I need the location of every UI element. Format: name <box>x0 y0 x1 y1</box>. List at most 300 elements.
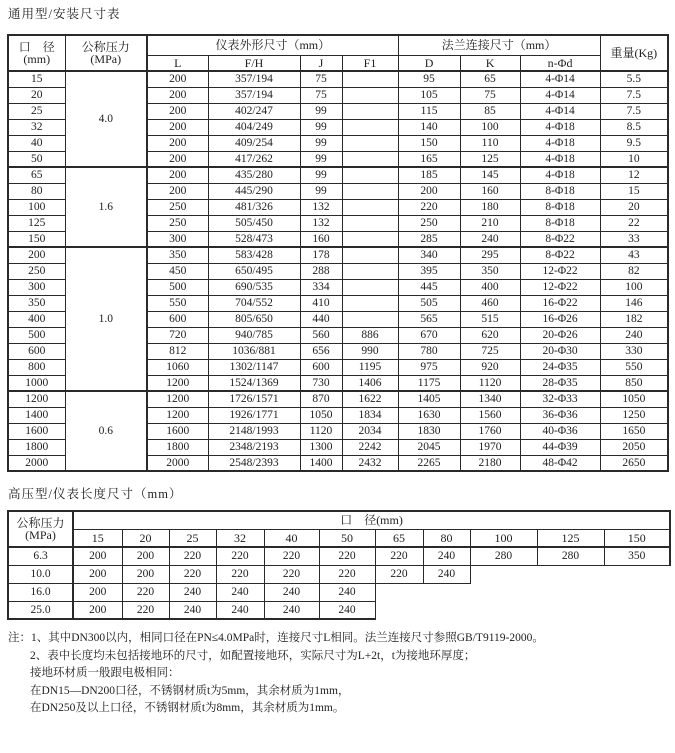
table-cell: 125 <box>460 151 520 167</box>
table-cell: 20-Φ26 <box>520 327 600 343</box>
table-cell: 1524/1369 <box>208 375 300 391</box>
table-cell: 481/326 <box>208 199 300 215</box>
table-cell: 8-Φ22 <box>520 247 600 263</box>
table-cell <box>342 279 398 295</box>
table-cell: 240 <box>264 583 319 601</box>
table-cell: 220 <box>375 565 423 583</box>
table-cell: 1760 <box>460 423 520 439</box>
table-cell: 990 <box>342 343 398 359</box>
table-cell: 583/428 <box>208 247 300 263</box>
table-cell: 4-Φ18 <box>520 135 600 151</box>
table-cell: 1175 <box>398 375 460 391</box>
table-cell: 8-Φ18 <box>520 215 600 231</box>
dn-cell: 150 <box>8 231 65 247</box>
table-cell: 240 <box>423 565 470 583</box>
table-row <box>8 565 670 583</box>
table-cell: 1300 <box>300 439 342 455</box>
table-cell: 1400 <box>300 455 342 471</box>
table-cell: 240 <box>423 547 470 565</box>
table-cell: 9.5 <box>600 135 668 151</box>
pressure-label: 公称压力 <box>81 40 130 54</box>
table-cell: 250 <box>147 199 208 215</box>
table-cell: 99 <box>300 167 342 183</box>
table-cell: 600 <box>300 359 342 375</box>
table-cell: 220 <box>375 547 423 565</box>
dn-cell: 20 <box>8 87 65 103</box>
table-cell: 2650 <box>600 455 668 471</box>
table-cell: 200 <box>147 103 208 119</box>
table-cell: 220 <box>319 547 375 565</box>
table-cell: 300 <box>147 231 208 247</box>
table-cell: 8-Φ18 <box>520 183 600 199</box>
table-cell: 515 <box>460 311 520 327</box>
table-cell: 36-Φ36 <box>520 407 600 423</box>
dn-cell: 1800 <box>8 439 65 455</box>
table-cell: 220 <box>216 547 264 565</box>
note-line: 在DN250及以上口径，不锈钢材质t为8mm，其余材质为1mm。 <box>30 702 345 714</box>
dn-cell: 200 <box>8 247 65 263</box>
table-cell: 99 <box>300 103 342 119</box>
table-cell: 240 <box>216 583 264 601</box>
table-cell: 1200 <box>147 375 208 391</box>
table-cell: 10 <box>600 151 668 167</box>
table-cell: 280 <box>537 547 604 565</box>
table-cell: 75 <box>460 87 520 103</box>
table-row <box>8 71 668 87</box>
table-cell: 24-Φ35 <box>520 359 600 375</box>
table-cell: 500 <box>147 279 208 295</box>
col-header-dn: 80 <box>423 529 470 547</box>
table-cell: 240 <box>216 601 264 619</box>
table-cell: 99 <box>300 135 342 151</box>
table-cell: 1926/1771 <box>208 407 300 423</box>
dn-cell: 500 <box>8 327 65 343</box>
table-cell: 1600 <box>147 423 208 439</box>
diameter-sizes-row <box>8 529 670 547</box>
diameter-label: 口 径 <box>18 40 55 54</box>
table-cell: 2265 <box>398 455 460 471</box>
pressure-group-cell: 0.6 <box>65 391 147 471</box>
table-cell: 2348/2193 <box>208 439 300 455</box>
table-cell: 250 <box>147 215 208 231</box>
table-row <box>8 601 670 619</box>
table-cell: 12 <box>600 167 668 183</box>
table-cell: 220 <box>264 547 319 565</box>
empty-region <box>470 565 670 583</box>
note-line: 2、表中长度均未包括接地环的尺寸，如配置接地环，实际尺寸为L+2t，t为接地环厚度； <box>30 649 476 662</box>
header-row-1 <box>8 35 668 55</box>
dn-cell: 32 <box>8 119 65 135</box>
table-cell: 1195 <box>342 359 398 375</box>
table-cell: 240 <box>169 583 216 601</box>
table-cell: 20-Φ30 <box>520 343 600 359</box>
table-cell: 200 <box>147 71 208 87</box>
table-cell: 357/194 <box>208 71 300 87</box>
table-cell: 400 <box>460 279 520 295</box>
table-cell: 12-Φ22 <box>520 263 600 279</box>
table-cell: 4-Φ14 <box>520 103 600 119</box>
col-header-FH: F/H <box>208 55 300 71</box>
note-line: 在DN15—DN200口径，不锈钢材质t为5mm，其余材质为1mm， <box>30 684 350 697</box>
table-cell: 105 <box>398 87 460 103</box>
dn-cell: 1400 <box>8 407 65 423</box>
col-header-K: K <box>460 55 520 71</box>
table-cell: 220 <box>122 601 169 619</box>
pressure-label-cell: 25.0 <box>8 601 73 619</box>
table-cell: 200 <box>147 87 208 103</box>
table-cell: 75 <box>300 71 342 87</box>
table-cell <box>342 183 398 199</box>
dn-cell: 125 <box>8 215 65 231</box>
table-cell: 43 <box>600 247 668 263</box>
table-cell: 450 <box>147 263 208 279</box>
table-cell: 20 <box>600 199 668 215</box>
table-cell: 975 <box>398 359 460 375</box>
table-cell: 160 <box>460 183 520 199</box>
table-cell: 285 <box>398 231 460 247</box>
table-cell: 357/194 <box>208 87 300 103</box>
table-cell: 48-Φ42 <box>520 455 600 471</box>
table-cell: 200 <box>73 565 122 583</box>
table-cell: 1970 <box>460 439 520 455</box>
table-cell: 146 <box>600 295 668 311</box>
table-cell: 5.5 <box>600 71 668 87</box>
table-row <box>8 583 670 601</box>
table-cell: 200 <box>122 565 169 583</box>
dn-cell: 1200 <box>8 391 65 407</box>
table-cell: 99 <box>300 151 342 167</box>
table-cell: 850 <box>600 375 668 391</box>
table-cell: 240 <box>600 327 668 343</box>
table-cell: 240 <box>319 601 375 619</box>
dn-cell: 100 <box>8 199 65 215</box>
table-cell: 2148/1993 <box>208 423 300 439</box>
table-cell: 4-Φ18 <box>520 151 600 167</box>
table-cell: 12-Φ22 <box>520 279 600 295</box>
general-table-title: 通用型/安装尺寸表 <box>8 7 121 21</box>
table-row <box>8 167 668 183</box>
table-row <box>8 247 668 263</box>
table-cell: 200 <box>398 183 460 199</box>
table-cell: 220 <box>264 565 319 583</box>
table-cell: 1050 <box>600 391 668 407</box>
table-cell: 40-Φ36 <box>520 423 600 439</box>
table-cell: 22 <box>600 215 668 231</box>
table-cell: 1200 <box>147 407 208 423</box>
table-cell <box>342 167 398 183</box>
table-cell: 4-Φ14 <box>520 87 600 103</box>
table-cell: 1200 <box>147 391 208 407</box>
dn-cell: 600 <box>8 343 65 359</box>
pressure-group-cell: 1.0 <box>65 247 147 391</box>
table-cell <box>342 199 398 215</box>
table-cell: 200 <box>147 183 208 199</box>
table-cell: 1406 <box>342 375 398 391</box>
table-cell: 16-Φ26 <box>520 311 600 327</box>
table-cell: 100 <box>460 119 520 135</box>
table-cell: 288 <box>300 263 342 279</box>
table-cell: 409/254 <box>208 135 300 151</box>
table-cell: 550 <box>600 359 668 375</box>
dn-cell: 1600 <box>8 423 65 439</box>
table-cell <box>342 263 398 279</box>
table-cell <box>342 119 398 135</box>
dn-cell: 2000 <box>8 455 65 471</box>
table-cell: 560 <box>300 327 342 343</box>
table-cell: 95 <box>398 71 460 87</box>
diameter-unit: (mm) <box>23 52 51 66</box>
highpressure-table-title: 高压型/仪表长度尺寸（mm） <box>8 487 183 501</box>
table-cell: 32-Φ33 <box>520 391 600 407</box>
table-cell: 1622 <box>342 391 398 407</box>
dn-cell: 40 <box>8 135 65 151</box>
table-cell: 99 <box>300 119 342 135</box>
table-cell: 1800 <box>147 439 208 455</box>
table-cell: 200 <box>73 583 122 601</box>
table-cell <box>342 311 398 327</box>
table-cell: 115 <box>398 103 460 119</box>
table-cell: 395 <box>398 263 460 279</box>
note-line: 接地环材质一般跟电极相同： <box>30 667 180 679</box>
table-cell: 402/247 <box>208 103 300 119</box>
table-cell: 528/473 <box>208 231 300 247</box>
table-cell: 85 <box>460 103 520 119</box>
dn-cell: 800 <box>8 359 65 375</box>
col-header-diameter <box>8 35 65 71</box>
table-cell: 16-Φ22 <box>520 295 600 311</box>
table-cell: 75 <box>300 87 342 103</box>
table-cell: 2034 <box>342 423 398 439</box>
table-cell: 1302/1147 <box>208 359 300 375</box>
table-cell: 4-Φ18 <box>520 119 600 135</box>
table-cell: 1036/881 <box>208 343 300 359</box>
table-cell: 220 <box>122 583 169 601</box>
table-cell: 780 <box>398 343 460 359</box>
table-cell: 2432 <box>342 455 398 471</box>
dn-cell: 65 <box>8 167 65 183</box>
table-cell: 620 <box>460 327 520 343</box>
col-header-dn: 65 <box>375 529 423 547</box>
dn-cell: 350 <box>8 295 65 311</box>
table-cell: 8-Φ22 <box>520 231 600 247</box>
table-cell: 200 <box>147 119 208 135</box>
table-cell: 200 <box>147 135 208 151</box>
table-cell: 185 <box>398 167 460 183</box>
table-cell: 44-Φ39 <box>520 439 600 455</box>
table-cell: 200 <box>122 547 169 565</box>
col-header-dn: 100 <box>470 529 537 547</box>
table-cell: 920 <box>460 359 520 375</box>
col-header-dn: 50 <box>319 529 375 547</box>
table-cell: 340 <box>398 247 460 263</box>
table-cell: 1834 <box>342 407 398 423</box>
table-cell: 132 <box>300 215 342 231</box>
table-cell: 99 <box>300 183 342 199</box>
table-cell: 165 <box>398 151 460 167</box>
table-cell: 690/535 <box>208 279 300 295</box>
col-group-flange-dimensions: 法兰连接尺寸（mm） <box>398 35 600 55</box>
table-cell: 65 <box>460 71 520 87</box>
table-cell: 1250 <box>600 407 668 423</box>
table-cell: 220 <box>319 565 375 583</box>
table-cell: 7.5 <box>600 87 668 103</box>
col-header-weight: 重量(Kg) <box>600 35 668 71</box>
table-cell <box>342 151 398 167</box>
dn-cell: 300 <box>8 279 65 295</box>
table-cell: 1630 <box>398 407 460 423</box>
table-cell: 330 <box>600 343 668 359</box>
table-cell <box>342 215 398 231</box>
table-cell: 15 <box>600 183 668 199</box>
table-cell: 720 <box>147 327 208 343</box>
table-cell: 280 <box>470 547 537 565</box>
table-cell: 1050 <box>300 407 342 423</box>
table-row <box>8 391 668 407</box>
table-cell: 1650 <box>600 423 668 439</box>
table-cell: 2045 <box>398 439 460 455</box>
dn-cell: 400 <box>8 311 65 327</box>
table-cell: 725 <box>460 343 520 359</box>
table-cell <box>342 103 398 119</box>
empty-region <box>375 601 670 619</box>
pressure-label: 公称压力 <box>16 516 65 530</box>
table-cell: 82 <box>600 263 668 279</box>
table-cell: 240 <box>460 231 520 247</box>
table-cell: 805/650 <box>208 311 300 327</box>
table-cell: 200 <box>147 167 208 183</box>
table-cell: 1405 <box>398 391 460 407</box>
table-cell: 110 <box>460 135 520 151</box>
table-cell: 4-Φ18 <box>520 167 600 183</box>
pressure-label-cell: 16.0 <box>8 583 73 601</box>
table-cell: 145 <box>460 167 520 183</box>
table-cell: 1726/1571 <box>208 391 300 407</box>
table-cell: 33 <box>600 231 668 247</box>
table-cell: 350 <box>460 263 520 279</box>
table-cell: 404/249 <box>208 119 300 135</box>
table-cell: 7.5 <box>600 103 668 119</box>
table-cell: 100 <box>600 279 668 295</box>
table-cell: 550 <box>147 295 208 311</box>
note-line: 注：1、其中DN300以内，相同口径在PN≤4.0MPa时，连接尺寸L相同。法兰连接尺寸参照GB/T9119-2000。 <box>8 632 544 644</box>
table-cell: 1340 <box>460 391 520 407</box>
notes-block <box>7 630 668 718</box>
pressure-group-cell: 1.6 <box>65 167 147 247</box>
table-cell: 200 <box>73 601 122 619</box>
col-group-diameter: 口 径(mm) <box>73 511 670 529</box>
col-header-nPhid: n-Φd <box>520 55 600 71</box>
col-header-dn: 40 <box>264 529 319 547</box>
table-cell: 220 <box>169 565 216 583</box>
col-header-D: D <box>398 55 460 71</box>
table-cell: 505 <box>398 295 460 311</box>
table-cell: 140 <box>398 119 460 135</box>
table-cell: 295 <box>460 247 520 263</box>
table-cell: 670 <box>398 327 460 343</box>
table-cell: 704/552 <box>208 295 300 311</box>
table-cell: 220 <box>216 565 264 583</box>
table-cell: 2050 <box>600 439 668 455</box>
table-cell: 8.5 <box>600 119 668 135</box>
table-cell: 445 <box>398 279 460 295</box>
dn-cell: 25 <box>8 103 65 119</box>
table-cell: 1120 <box>300 423 342 439</box>
table-cell: 1830 <box>398 423 460 439</box>
table-cell: 350 <box>604 547 670 565</box>
table-cell: 886 <box>342 327 398 343</box>
highpressure-table-body <box>8 547 670 619</box>
table-cell: 28-Φ35 <box>520 375 600 391</box>
table-cell <box>342 87 398 103</box>
table-cell: 417/262 <box>208 151 300 167</box>
table-cell: 220 <box>398 199 460 215</box>
table-cell: 178 <box>300 247 342 263</box>
table-cell: 2548/2393 <box>208 455 300 471</box>
table-cell <box>342 71 398 87</box>
pressure-group-cell: 4.0 <box>65 71 147 167</box>
table-cell: 240 <box>319 583 375 601</box>
table-cell: 240 <box>169 601 216 619</box>
dn-cell: 50 <box>8 151 65 167</box>
table-cell: 410 <box>300 295 342 311</box>
general-table-body <box>8 71 668 471</box>
table-cell: 2180 <box>460 455 520 471</box>
table-cell <box>342 231 398 247</box>
table-cell: 445/290 <box>208 183 300 199</box>
col-group-outline-dimensions: 仪表外形尺寸（mm） <box>147 35 398 55</box>
col-header-dn: 20 <box>122 529 169 547</box>
col-header-pressure2 <box>8 511 73 547</box>
col-header-J: J <box>300 55 342 71</box>
table-cell: 180 <box>460 199 520 215</box>
col-header-pressure <box>65 35 147 71</box>
col-header-L: L <box>147 55 208 71</box>
table-cell: 4-Φ14 <box>520 71 600 87</box>
table-row <box>8 547 670 565</box>
highpressure-length-table <box>7 510 671 620</box>
pressure-label-cell: 6.3 <box>8 547 73 565</box>
table-cell: 8-Φ18 <box>520 199 600 215</box>
pressure-label-cell: 10.0 <box>8 565 73 583</box>
table-cell: 440 <box>300 311 342 327</box>
table-cell: 220 <box>169 547 216 565</box>
table-cell: 650/495 <box>208 263 300 279</box>
table-cell: 132 <box>300 199 342 215</box>
table-cell: 730 <box>300 375 342 391</box>
table-cell: 505/450 <box>208 215 300 231</box>
general-dimensions-table <box>7 34 669 472</box>
pressure-unit: (MPa) <box>25 528 56 542</box>
table-cell: 1560 <box>460 407 520 423</box>
dn-cell: 80 <box>8 183 65 199</box>
dn-cell: 1000 <box>8 375 65 391</box>
table-cell: 1120 <box>460 375 520 391</box>
table-cell: 1060 <box>147 359 208 375</box>
table-cell: 656 <box>300 343 342 359</box>
table-cell: 600 <box>147 311 208 327</box>
table-cell: 565 <box>398 311 460 327</box>
dn-cell: 15 <box>8 71 65 87</box>
table-cell: 182 <box>600 311 668 327</box>
table-cell: 160 <box>300 231 342 247</box>
table-cell: 210 <box>460 215 520 231</box>
table-cell: 812 <box>147 343 208 359</box>
table-cell: 435/280 <box>208 167 300 183</box>
table-cell: 940/785 <box>208 327 300 343</box>
col-header-dn: 125 <box>537 529 604 547</box>
table-cell: 2242 <box>342 439 398 455</box>
table-cell: 870 <box>300 391 342 407</box>
